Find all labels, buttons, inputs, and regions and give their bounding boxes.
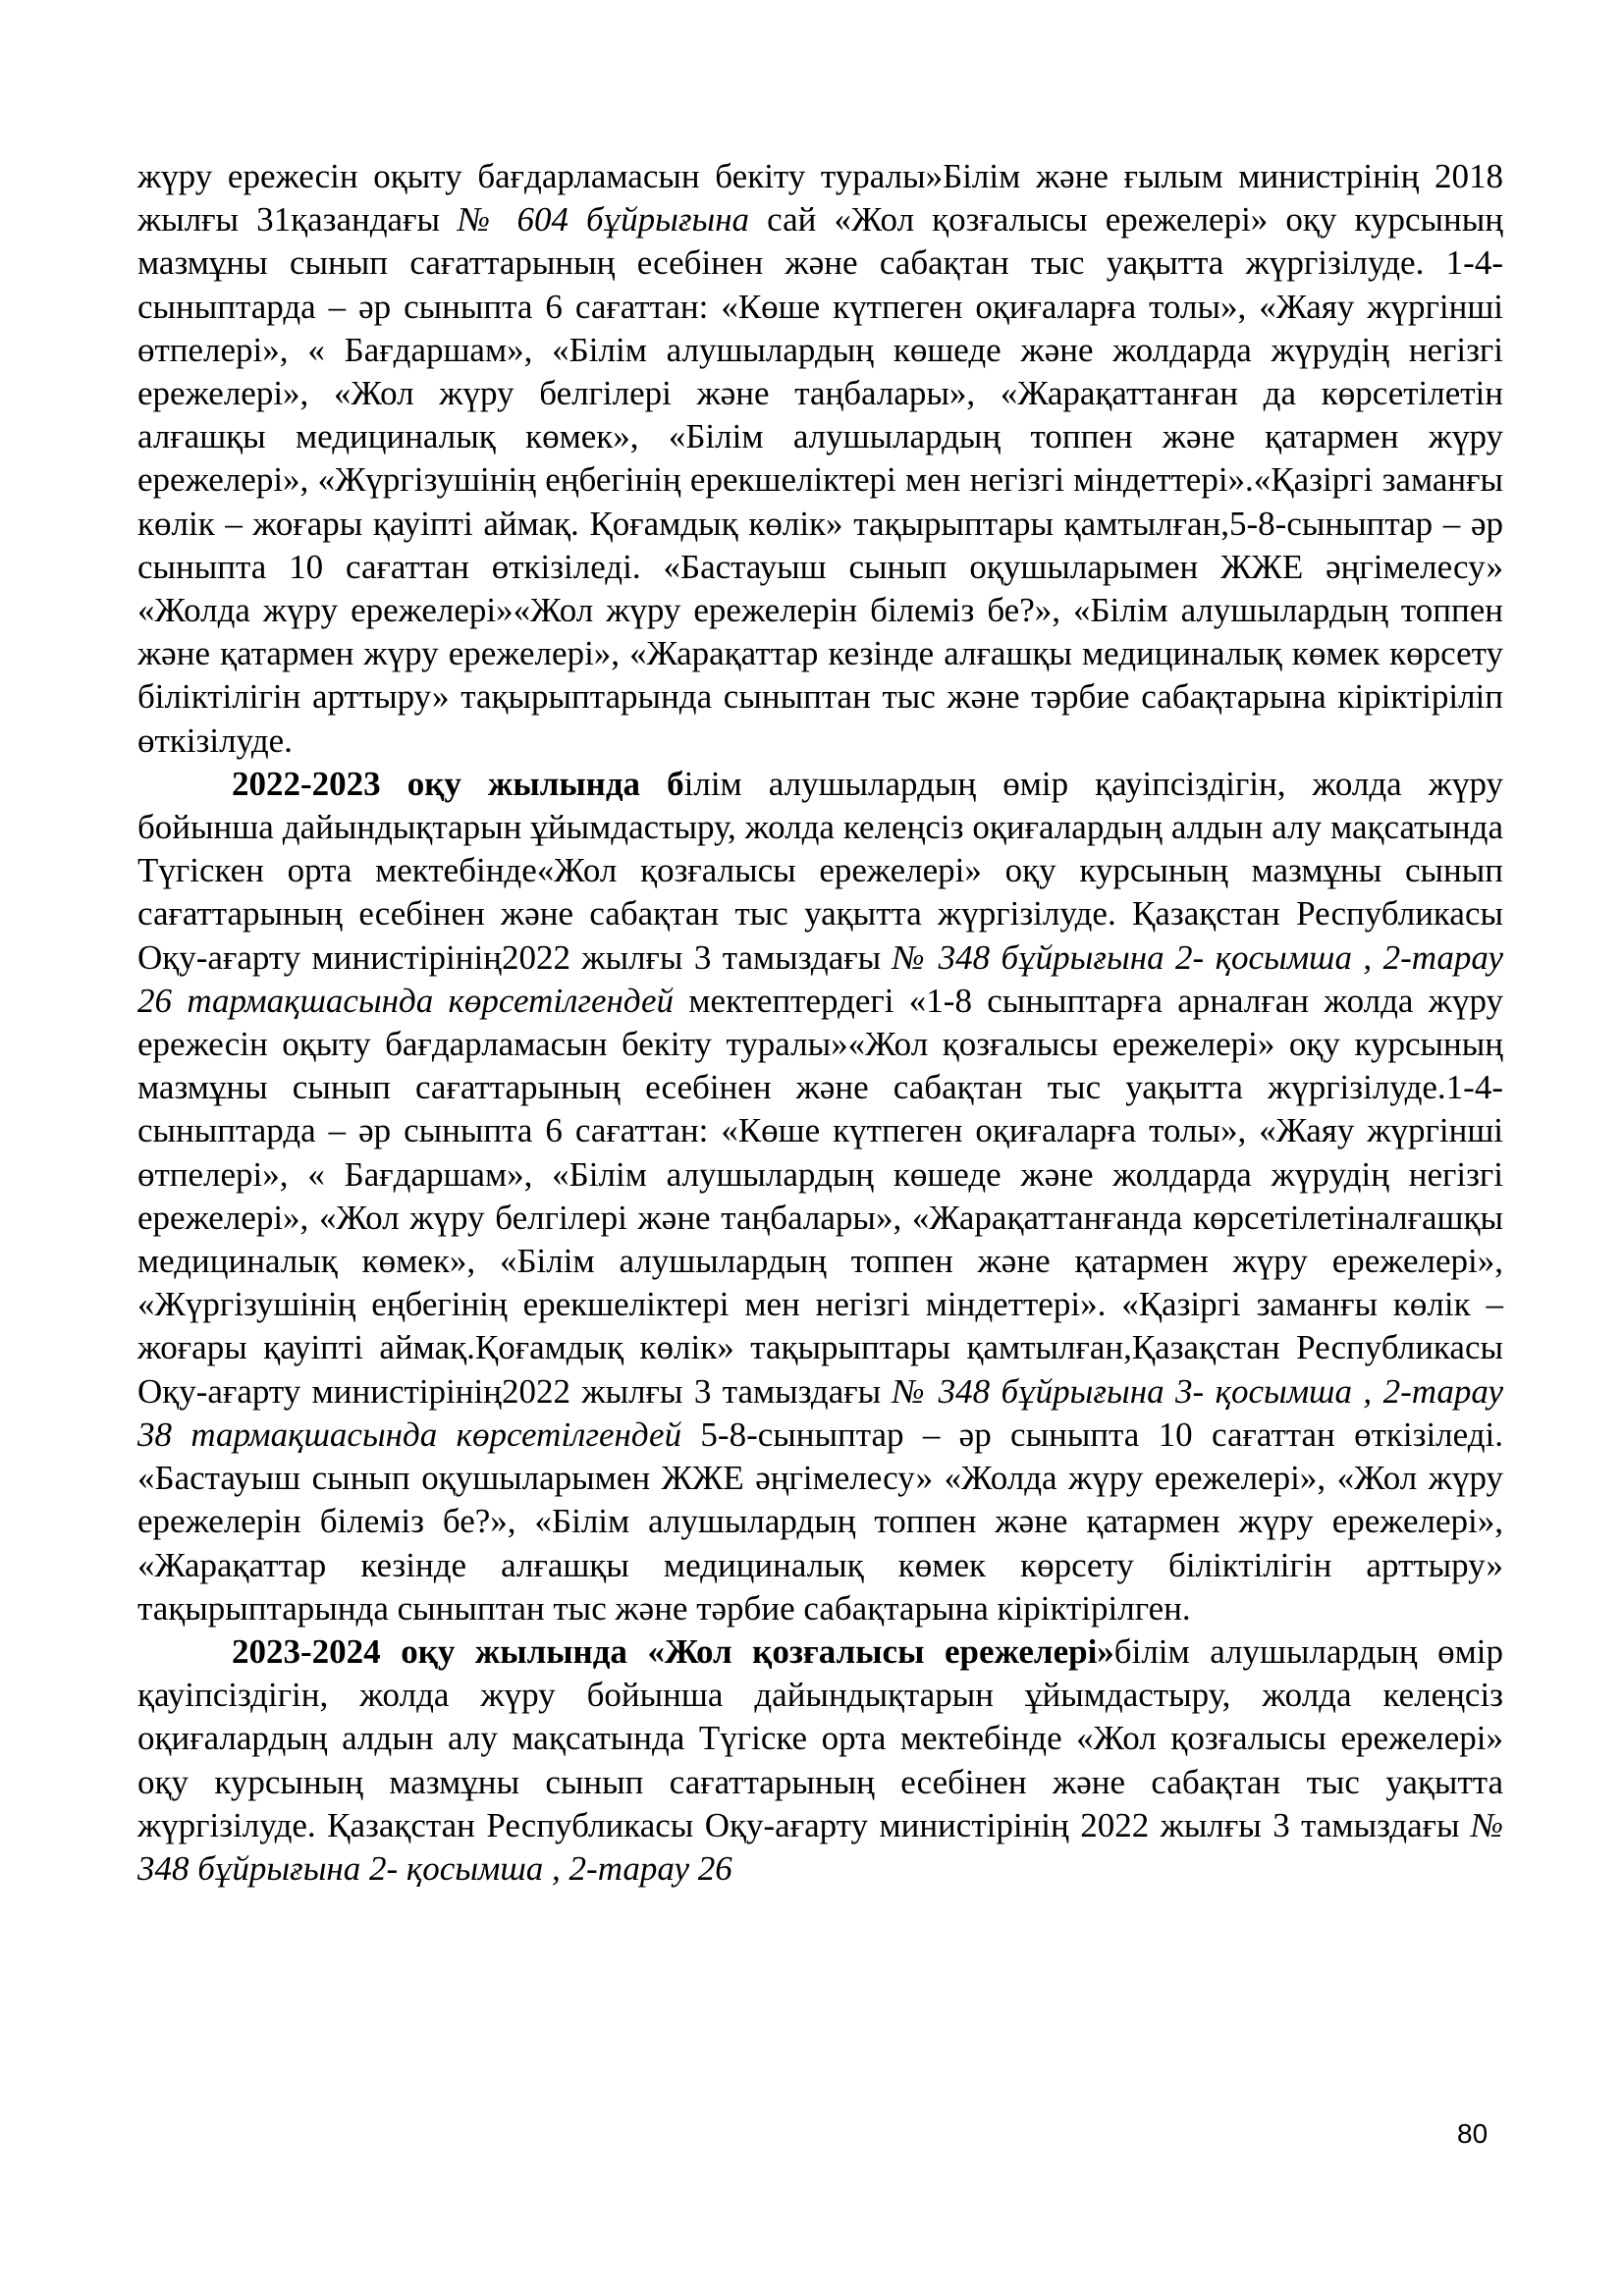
page-number: 80 xyxy=(1457,2118,1489,2149)
text-run: сай «Жол қозғалысы ережелері» оқу курсының мазмұны сынып сағаттарының есебінен және сабақтан тыс уақытта жүргізілуде. 1-4-сыныптарда – әр сыныпта 6 сағаттан: «Көше күтпеген оқиғаларға толы», «Жаяу жүргінші өтпелері», « Бағдаршам», «Білім алушылардың көшеде және жолдарда жүрудің негізгі ережелері», «Жол жүру белгілері және таңбалары», «Жарақаттанған да көрсетілетін алғашқы медициналық көмек», «Білім алушылардың топпен және қатармен жүру ережелері», «Жүргізушінің еңбегінің ерекшеліктері мен негізгі міндеттері».«Қазіргі заманғы көлік – жоғары қауіпті аймақ. Қоғамдық көлік» тақырыптары қамтылған,5-8-сыныптар – әр сыныпта 10 сағаттан өткізіледі. «Бастауыш сынып оқушыларымен ЖЖЕ әңгімелесу» «Жолда жүру ережелері»«Жол жүру ережелерін білеміз бе?», «Білім алушылардың топпен және қатармен жүру ережелері», «Жарақаттар кезінде алғашқы медициналық көмек көрсету біліктілігін арттыру» тақырыптарында сыныптан тыс және тәрбие сабақтарына кіріктіріліп өткізілуде. xyxy=(137,200,1503,760)
paragraph xyxy=(137,763,1503,1630)
text-run: мектептердегі «1-8 сыныптарға арналған жолда жүру ережесін оқыту бағдарламасын бекіту туралы»«Жол қозғалысы ережелері» оқу курсының мазмұны сынып сағаттарының есебінен және сабақтан тыс уақытта жүргізілуде.1-4-сыныптарда – әр сыныпта 6 сағаттан: «Көше күтпеген оқиғаларға толы», «Жаяу жүргінші өтпелері», « Бағдаршам», «Білім алушылардың көшеде және жолдарда жүрудің негізгі ережелері», «Жол жүру белгілері және таңбалары», «Жарақаттанғанда көрсетілетіналғашқы медициналық көмек», «Білім алушылардың топпен және қатармен жүру ережелері», «Жүргізушінің еңбегінің ерекшеліктері мен негізгі міндеттері». «Қазіргі заманғы көлік – жоғары қауіпті аймақ.Қоғамдық көлік» тақырыптары қамтылған,Қазақстан Республикасы Оқу-ағарту министірінің2022 жылғы 3 тамыздағы xyxy=(137,981,1503,1411)
italic-text-run: № 348 бұйрығына 2- қосымша , 2-тарау 26 xyxy=(137,1805,1503,1888)
paragraph xyxy=(137,155,1503,763)
text-run: жүру ережесін оқыту бағдарламасын бекіту туралы»Білім және ғылым министрінің 2018 жылғы 31қазандағы xyxy=(137,157,1503,240)
text-run: 5-8-сыныптар – әр сыныпта 10 сағаттан өткізіледі. «Бастауыш сынып оқушыларымен ЖЖЕ әңгімелесу» «Жолда жүру ережелері», «Жол жүру ережелерін білеміз бе?», «Білім алушылардың топпен және қатармен жүру ережелері», «Жарақаттар кезінде алғашқы медициналық көмек көрсету біліктілігін арттыру» тақырыптарында сыныптан тыс және тәрбие сабақтарына кіріктірілген. xyxy=(137,1415,1503,1628)
bold-text-run: 2022-2023 оқу жылында б xyxy=(232,764,684,803)
text-run: ілім алушылардың өмір қауіпсіздігін, жолда жүру бойынша дайындықтарын ұйымдастыру, жолда келеңсіз оқиғалардың алдын алу мақсатында Түгіскен орта мектебінде«Жол қозғалысы ережелері» оқу курсының мазмұны сынып сағаттарының есебінен және сабақтан тыс уақытта жүргізілуде. Қазақстан Республикасы Оқу-ағарту министірінің2022 жылғы 3 тамыздағы xyxy=(137,764,1503,977)
italic-text-run: № 604 бұйрығына xyxy=(458,200,750,240)
italic-text-run: № 348 бұйрығына 3- қосымша , 2-тарау 38 тармақшасында көрсетілгендей xyxy=(137,1371,1503,1454)
text-run: білім алушылардың өмір қауіпсіздігін, жолда жүру бойынша дайындықтарын ұйымдастыру, жолда келеңсіз оқиғалардың алдын алу мақсатында Түгіске орта мектебінде «Жол қозғалысы ережелері» оқу курсының мазмұны сынып сағаттарының есебінен және сабақтан тыс уақытта жүргізілуде. Қазақстан Республикасы Оқу-ағарту министірінің 2022 жылғы 3 тамыздағы xyxy=(137,1631,1503,1844)
paragraph xyxy=(137,1630,1503,1891)
bold-text-run: 2023-2024 оқу жылында «Жол қозғалысы ережелері» xyxy=(232,1631,1114,1671)
italic-text-run: № 348 бұйрығына 2- қосымша , 2-тарау 26 тармақшасында көрсетілгендей xyxy=(137,937,1503,1020)
body-text xyxy=(137,155,1503,1891)
